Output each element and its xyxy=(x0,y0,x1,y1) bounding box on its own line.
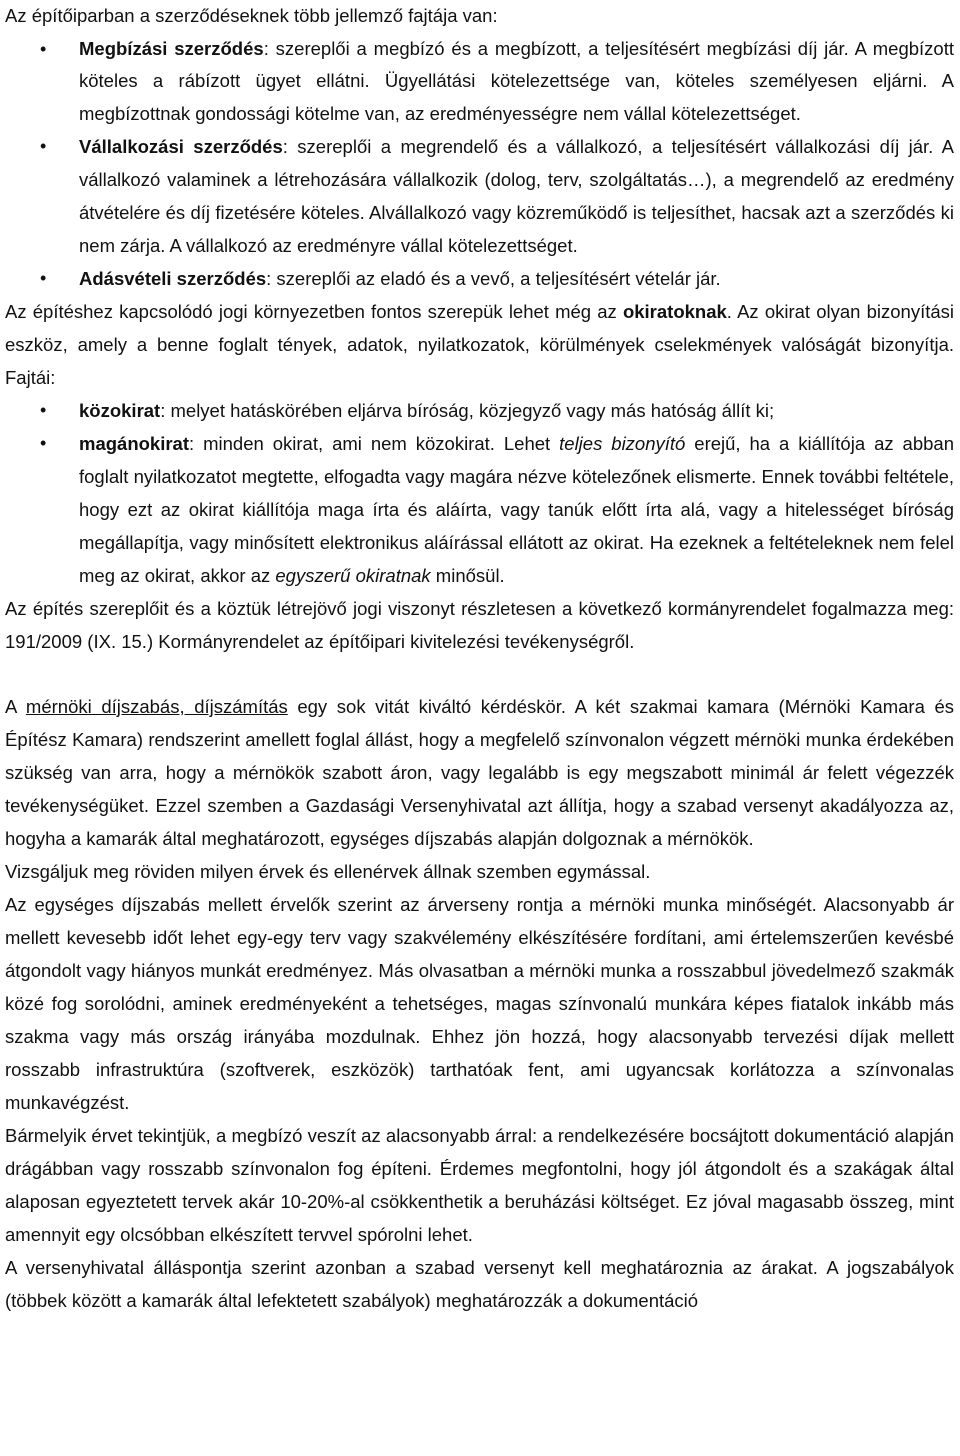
list-item: • közokirat: melyet hatáskörében eljárva bíróság, közjegyző vagy más hatóság állít ki; xyxy=(5,394,954,427)
list-item: • magánokirat: minden okirat, ami nem közokirat. Lehet teljes bizonyító erejű, ha a kiállítója az abban foglalt nyilatkozatot megtette, elfogadta vagy magára nézve kötelezőnek elismerte. Ennek további feltétele, hogy ezt az okirat kiállítója maga írta és aláírta, vagy tanúk előtt írta alá, vagy a hitelességet bíróság megállapítja, vagy minősített elektronikus aláírással ellátott az okirat. Ha ezeknek a feltételeknek nem felel meg az okirat, akkor az egyszerű okiratnak minősül. xyxy=(5,427,954,592)
list-item: • Adásvételi szerződés: szereplői az eladó és a vevő, a teljesítésért vételár jár. xyxy=(5,262,954,295)
intro-text: Az építőiparban a szerződéseknek több jellemző fajtája van: xyxy=(5,5,498,26)
term-maganokirat: magánokirat xyxy=(79,433,190,454)
mernoki-dijszabas-link[interactable]: mérnöki díjszabás, díjszámítás xyxy=(25,696,288,717)
term-adasveteli: Adásvételi szerződés xyxy=(79,268,267,289)
list-item: • Vállalkozási szerződés: szereplői a megrendelő és a vállalkozó, a teljesítésért vállalkozási díj jár. A vállalkozó valaminek a létrehozására vállalkozik (dolog, terv, szolgáltatás…), a megrendelő az eredmény átvételére és díj fizetésére köteles. Alvállalkozó vagy közreműködő is teljesíthet, hacsak azt a szerződés ki nem zárja. A vállalkozó az eredményre vállal kötelezettséget. xyxy=(5,130,954,262)
egyseges-paragraph: Az egységes díjszabás mellett érvelők szerint az árverseny rontja a mérnöki munka minőségét. Alacsonyabb ár mellett kevesebb időt lehet egy-egy terv vagy szakvélemény elkészítésére fordítani, ami értelemszerűen kevésbé átgondolt vagy hiányos munkát eredményez. Más olvasatban a mérnöki munka a rosszabbul jövedelmező szakmák közé fog sorolódni, aminek eredményeként a tehetséges, magas színvonalú munkára képes fiatalok inkább más szakma vagy más ország irányába mozdulnak. Ehhez jön hozzá, hogy alacsonyabb tervezési díjak mellett rosszabb infrastruktúra (szoftverek, eszközök) tarthatóak fent, ami ugyancsak korlátozza a színvonalas munkavégzést. xyxy=(5,894,954,1113)
term-okiratoknak: okiratoknak xyxy=(622,301,727,322)
term-kozokirat: közokirat xyxy=(79,400,161,421)
list-item: • Megbízási szerződés: szereplői a megbízó és a megbízott, a teljesítésért megbízási díj jár. A megbízott köteles a rábízott ügyet ellátni. Ügyellátási kötelezettsége van, köteles személyesen eljárni. A megbízottnak gondossági kötelme van, az eredményességre nem vállal kötelezettséget. xyxy=(5,33,954,131)
szereplok-paragraph: Az építés szereplőit és a köztük létrejövő jogi viszonyt részletesen a következő kormányrendelet fogalmazza meg: 191/2009 (IX. 15.) Kormányrendelet az építőipari kivitelezési tevékenységről. xyxy=(5,598,954,652)
versenyhivatal-paragraph: A versenyhivatal álláspontja szerint azonban a szabad versenyt kell meghatároznia az árakat. A jogszabályok (többek között a kamarák által lefektetett szabályok) meghatározzák a dokumentáció xyxy=(5,1257,954,1311)
vizsgaljuk-paragraph: Vizsgáljuk meg röviden milyen érvek és ellenérvek állnak szemben egymással. xyxy=(5,861,651,882)
mernoki-paragraph: A mérnöki díjszabás, díjszámítás egy sok vitát kiváltó kérdéskör. A két szakmai kamara (Mérnöki Kamara és Építész Kamara) rendszerint amellett foglal állást, hogy a megfelelő színvonalon végzett mérnöki munka érdekében szükség van arra, hogy a mérnökök szabott áron, vagy legalább is egy megszabott minimál ár felett végezzék tevékenységüket. Ezzel szemben a Gazdasági Versenyhivatal azt állítja, hogy a szabad versenyt akadályozza az, hogyha a kamarák által meghatározott, egységes díjszabás alapján dolgoznak a mérnökök. xyxy=(5,696,954,849)
term-megbizasi: Megbízási szerződés xyxy=(79,37,264,59)
okirat-types-list xyxy=(5,394,954,592)
barmelyik-paragraph: Bármelyik érvet tekintjük, a megbízó veszít az alacsonyabb árral: a rendelkezésére bocsájtott dokumentáció alapján drágábban vagy rosszabb színvonalon fog építeni. Érdemes megfontolni, hogy jól átgondolt és a szakágak által alaposan egyeztetett tervek akár 10-20%-al csökkenthetik a beruházási költséget. Ez jóval magasabb összeg, mint amennyit egy olcsóbban elkészített tervvel spórolni lehet. xyxy=(5,1125,954,1245)
okirat-paragraph: Az építéshez kapcsolódó jogi környezetben fontos szerepük lehet még az okiratoknak. Az okirat olyan bizonyítási eszköz, amely a benne foglalt tények, adatok, nyilatkozatok, körülmények cselekmények valóságát bizonyítja. Fajtái: xyxy=(5,301,954,388)
term-vallalkozasi: Vállalkozási szerződés xyxy=(79,136,283,157)
contract-types-list xyxy=(5,33,954,296)
paragraph-gap xyxy=(5,658,954,690)
